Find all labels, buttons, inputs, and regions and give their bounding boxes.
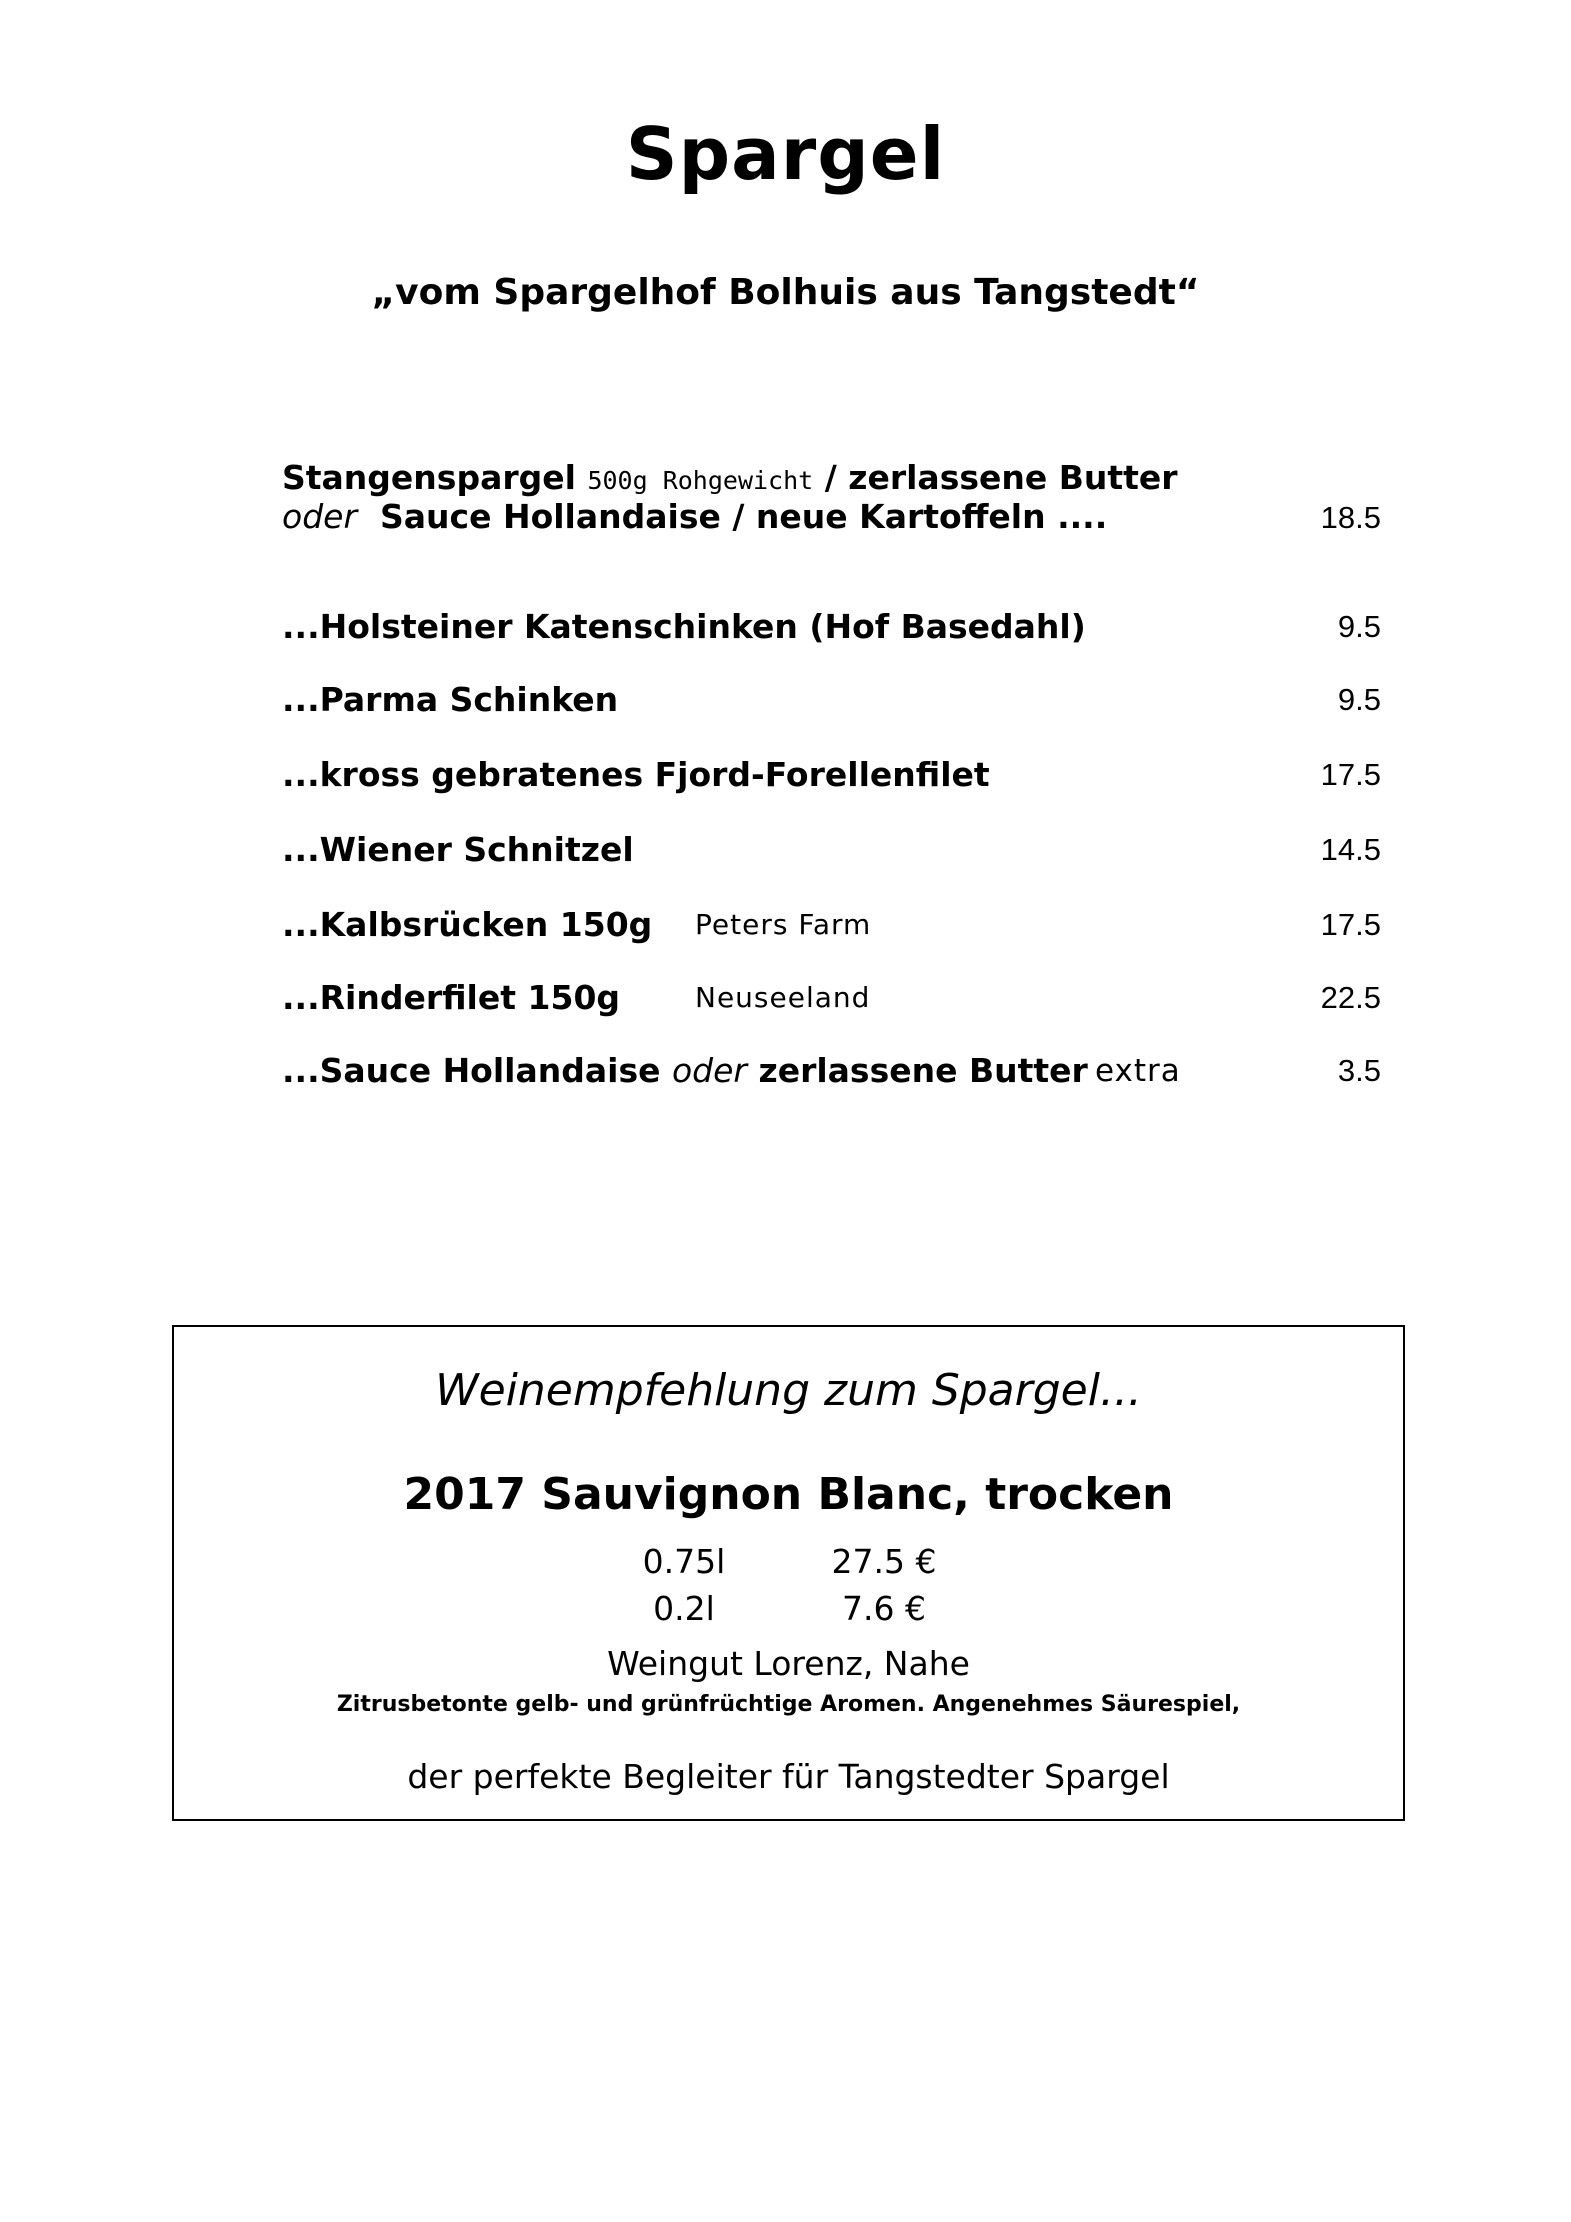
main-dish-line2	[282, 497, 1107, 537]
sauce-extra-part2: zerlassene Butter	[758, 1051, 1088, 1090]
menu-item-name: ...Wiener Schnitzel	[282, 830, 634, 869]
wine-pairing: der perfekte Begleiter für Tangstedter Spargel	[407, 1757, 1170, 1796]
wine-size-volume: 0.2l	[653, 1589, 715, 1628]
wine-notes: Zitrusbetonte gelb- und grünfrüchtige Aromen. Angenehmes Säurespiel,	[336, 1692, 1241, 1717]
main-dish-line1	[282, 458, 1178, 501]
menu-item-price: 22.5	[1320, 980, 1381, 1015]
menu-item-origin: Neuseeland	[695, 981, 871, 1014]
menu-item-price: 17.5	[1320, 907, 1381, 942]
main-dish-or-word: oder	[282, 497, 358, 536]
sauce-extra-price: 3.5	[1337, 1053, 1381, 1088]
menu-item-name: ...kross gebratenes Fjord-Forellenfilet	[282, 755, 990, 794]
wine-heading: Weinempfehlung zum Spargel...	[435, 1365, 1142, 1416]
wine-size-price: 7.6 €	[842, 1589, 926, 1628]
menu-item-price: 17.5	[1320, 757, 1381, 792]
sauce-extra-line	[282, 1051, 1088, 1091]
menu-item-price: 9.5	[1337, 609, 1381, 644]
menu-item-name: ...Rinderfilet 150g	[282, 978, 621, 1017]
main-dish-price: 18.5	[1320, 500, 1381, 535]
main-dish-weight-note: 500g Rohgewicht	[587, 466, 814, 495]
wine-producer: Weingut Lorenz, Nahe	[607, 1644, 970, 1683]
wine-recommendation-box	[172, 1325, 1405, 1821]
sauce-extra-label: extra	[1095, 1053, 1181, 1089]
menu-item-price: 14.5	[1320, 832, 1381, 867]
menu-subtitle: „vom Spargelhof Bolhuis aus Tangstedt“	[371, 272, 1200, 313]
main-dish-name: Stangenspargel	[282, 458, 576, 497]
menu-item-name: ...Holsteiner Katenschinken (Hof Basedahl)	[282, 607, 1086, 646]
wine-size-price: 27.5 €	[831, 1542, 937, 1581]
menu-item-origin: Peters Farm	[695, 908, 872, 941]
wine-size-volume: 0.75l	[642, 1542, 726, 1581]
sauce-extra-part1: ...Sauce Hollandaise	[282, 1051, 661, 1090]
menu-item-name: ...Parma Schinken	[282, 680, 619, 719]
wine-name: 2017 Sauvignon Blanc, trocken	[403, 1469, 1174, 1520]
menu-item-name: ...Kalbsrücken 150g	[282, 905, 653, 944]
menu-item-price: 9.5	[1337, 682, 1381, 717]
menu-title: Spargel	[625, 112, 946, 196]
main-dish-line2-rest: Sauce Hollandaise / neue Kartoffeln ....	[380, 497, 1108, 536]
sauce-extra-or-word: oder	[671, 1051, 747, 1090]
main-dish-line1-rest: / zerlassene Butter	[824, 458, 1178, 497]
